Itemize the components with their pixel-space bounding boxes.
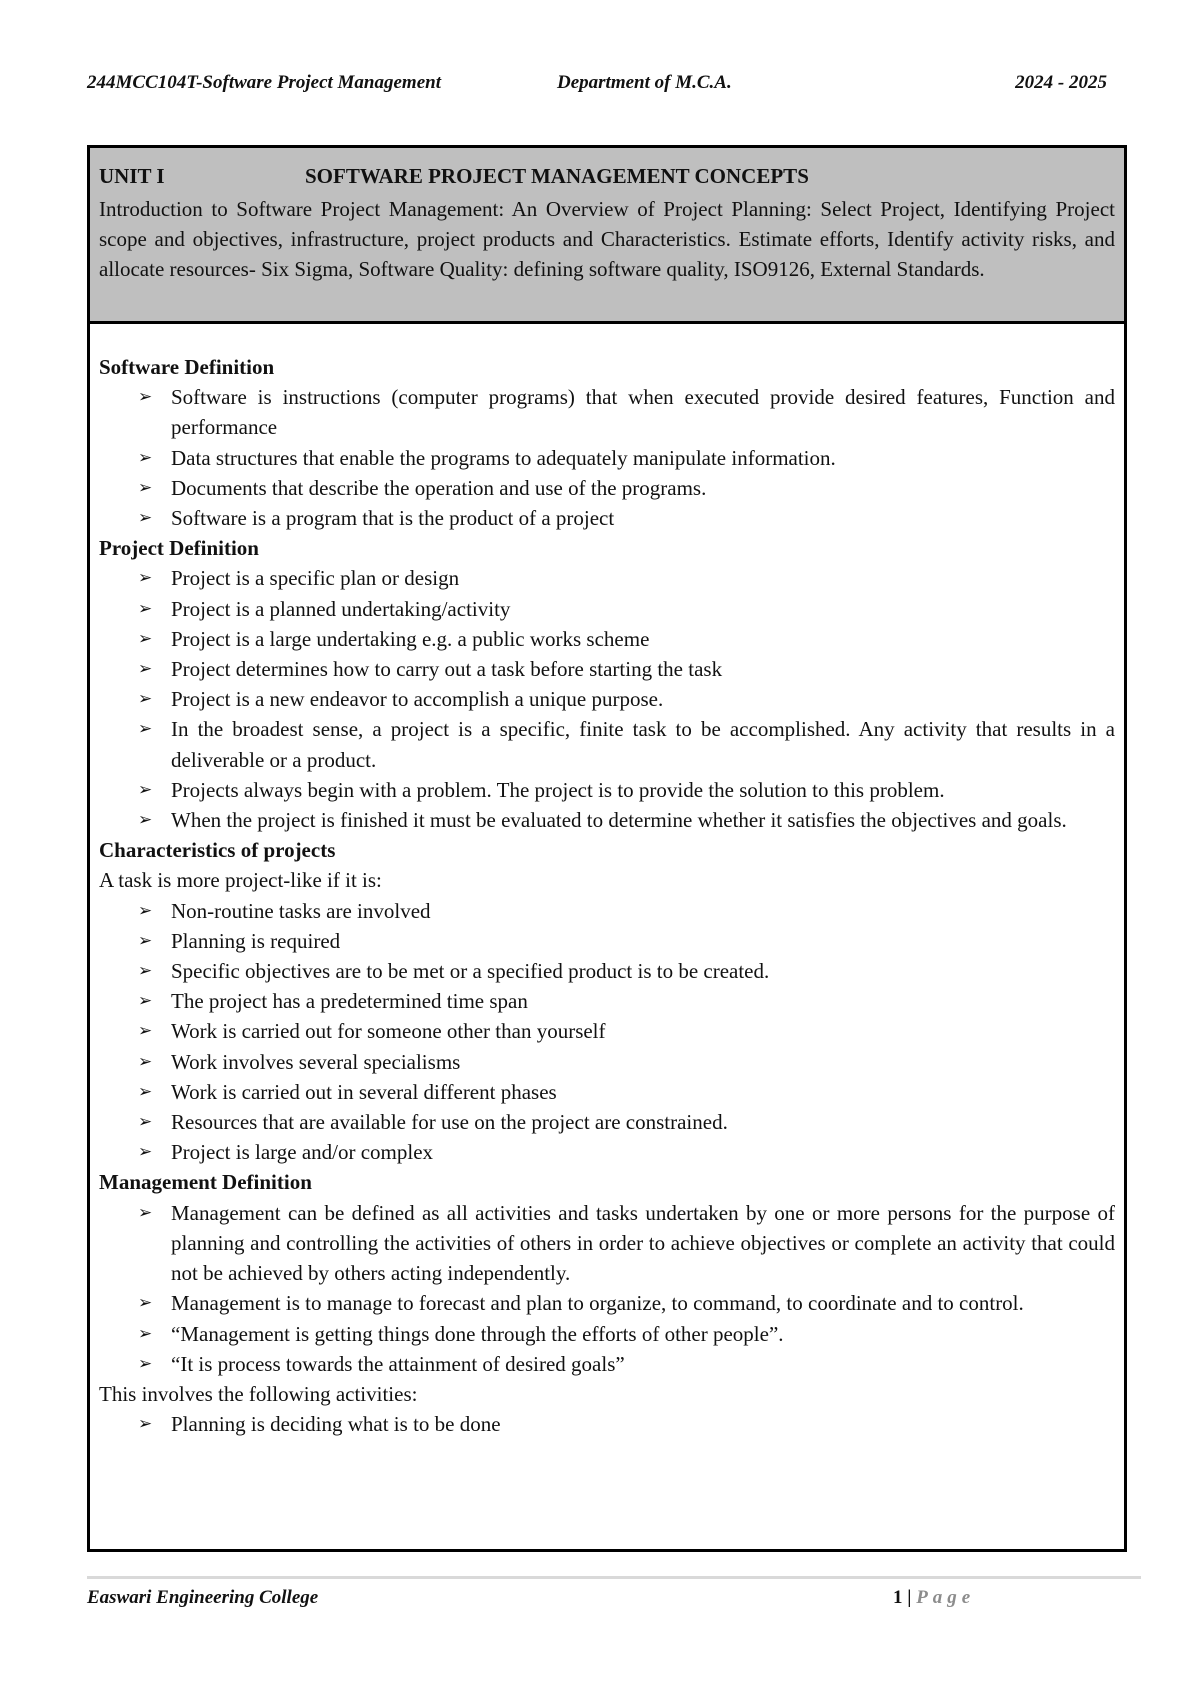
arrow-bullet-icon: ➢ [138,961,153,981]
bullet-text: When the project is finished it must be evaluated to determine whether it satisfies the objectives and goals. [171,808,1067,833]
college-name: Easwari Engineering College [87,1587,319,1608]
bullet-item [138,714,1115,774]
arrow-bullet-icon: ➢ [138,1353,153,1373]
bullet-item [138,1137,1115,1167]
arrow-bullet-icon: ➢ [138,779,153,799]
page-number: 1 [893,1587,903,1608]
unit-syllabus-summary: Introduction to Software Project Management: An Overview of Project Planning: Select Project, Identifying Project scope and objectives, infrastructure, project products and Characteristics. Estimate efforts, Identify activity risks, and allocate resources- Six Sigma, Software Quality: defining software quality, ISO9126, External Standards. [99,197,1115,281]
arrow-bullet-icon: ➢ [138,1021,153,1041]
bullet-text: In the broadest sense, a project is a specific, finite task to be accomplished. Any activity that results in a deliverable or a product. [171,717,1115,772]
bullet-item [138,563,1115,593]
bullet-text: Software is a program that is the product of a project [171,506,615,531]
arrow-bullet-icon: ➢ [138,387,153,407]
arrow-bullet-icon: ➢ [138,1202,153,1222]
bullet-text: Specific objectives are to be met or a specified product is to be created. [171,959,770,984]
bullet-text: Management is to manage to forecast and plan to organize, to command, to coordinate and to control. [171,1291,1024,1316]
arrow-bullet-icon: ➢ [138,477,153,497]
bullet-text: Projects always begin with a problem. The project is to provide the solution to this problem. [171,777,945,802]
bullet-item [138,1047,1115,1077]
bullet-item [138,1016,1115,1046]
bullet-list [99,896,1115,1168]
arrow-bullet-icon: ➢ [138,447,153,467]
arrow-bullet-icon: ➢ [138,659,153,679]
bullet-item [138,594,1115,624]
section-intro: This involves the following activities: [99,1381,418,1406]
unit-content-box [87,145,1127,1552]
bullet-item [138,473,1115,503]
arrow-bullet-icon: ➢ [138,991,153,1011]
unit-body [90,324,1124,1439]
arrow-bullet-icon: ➢ [138,1414,153,1434]
bullet-item [138,1288,1115,1318]
bullet-item [138,986,1115,1016]
section-heading: Management Definition [99,1170,312,1195]
bullet-text: Project is large and/or complex [171,1140,434,1165]
bullet-text: Work is carried out for someone other than yourself [171,1019,606,1044]
bullet-list [99,1198,1115,1379]
arrow-bullet-icon: ➢ [138,508,153,528]
bullet-text: Project is a planned undertaking/activity [171,596,511,621]
arrow-bullet-icon: ➢ [138,689,153,709]
arrow-bullet-icon: ➢ [138,719,153,739]
bullet-text: Resources that are available for use on the project are constrained. [171,1110,728,1135]
bullet-list [99,563,1115,835]
bullet-text: Documents that describe the operation and use of the programs. [171,475,707,500]
bullet-item [138,896,1115,926]
bullet-text: Project is a new endeavor to accomplish a unique purpose. [171,687,664,712]
page-header [87,72,1107,102]
arrow-bullet-icon: ➢ [138,1112,153,1132]
bullet-item [138,654,1115,684]
arrow-bullet-icon: ➢ [138,1293,153,1313]
bullet-item [138,624,1115,654]
bullet-text: “Management is getting things done through the efforts of other people”. [171,1321,784,1346]
page-footer [87,1576,1141,1619]
bullet-item [138,1349,1115,1379]
bullet-item [138,503,1115,533]
bullet-list [99,382,1115,533]
bullet-item [138,684,1115,714]
bullet-item [138,926,1115,956]
arrow-bullet-icon: ➢ [138,1142,153,1162]
arrow-bullet-icon: ➢ [138,568,153,588]
bullet-text: The project has a predetermined time span [171,989,528,1014]
arrow-bullet-icon: ➢ [138,930,153,950]
bullet-text: Software is instructions (computer programs) that when executed provide desired features, Function and performance [171,385,1115,440]
bullet-text: Project is a large undertaking e.g. a public works scheme [171,626,650,651]
bullet-item [138,1319,1115,1349]
bullet-text: Data structures that enable the programs to adequately manipulate information. [171,445,836,470]
course-code-title: 244MCC104T-Software Project Management [87,72,441,93]
arrow-bullet-icon: ➢ [138,1323,153,1343]
bullet-item [138,1107,1115,1137]
bullet-item [138,805,1115,835]
department-name: Department of M.C.A. [557,72,732,93]
arrow-bullet-icon: ➢ [138,1081,153,1101]
bullet-text: Project is a specific plan or design [171,566,460,591]
unit-number: UNIT I [99,164,165,188]
arrow-bullet-icon: ➢ [138,1051,153,1071]
arrow-bullet-icon: ➢ [138,900,153,920]
arrow-bullet-icon: ➢ [138,598,153,618]
unit-title-row [99,162,1115,192]
page-number-label [893,1587,975,1609]
section-intro: A task is more project-like if it is: [99,868,382,893]
bullet-item [138,775,1115,805]
section-heading: Software Definition [99,355,275,379]
bullet-text: Non-routine tasks are involved [171,898,431,923]
bullet-list [99,1409,1115,1439]
unit-header [90,148,1124,324]
bullet-item [138,1077,1115,1107]
section-heading: Characteristics of projects [99,838,336,863]
bullet-text: Planning is required [171,928,341,953]
bullet-text: Planning is deciding what is to be done [171,1412,501,1437]
unit-title: SOFTWARE PROJECT MANAGEMENT CONCEPTS [305,164,809,188]
bullet-item [138,1198,1115,1289]
section-heading: Project Definition [99,536,259,561]
page-separator: | [907,1587,912,1608]
bullet-text: Work involves several specialisms [171,1049,461,1074]
page-word: Page [916,1587,976,1608]
bullet-item [138,1409,1115,1439]
bullet-text: Work is carried out in several different phases [171,1079,557,1104]
bullet-item [138,443,1115,473]
arrow-bullet-icon: ➢ [138,810,153,830]
bullet-text: “It is process towards the attainment of desired goals” [171,1351,625,1376]
academic-year: 2024 - 2025 [1015,72,1107,93]
arrow-bullet-icon: ➢ [138,628,153,648]
bullet-text: Project determines how to carry out a task before starting the task [171,657,723,682]
bullet-item [138,956,1115,986]
bullet-item [138,382,1115,442]
bullet-text: Management can be defined as all activities and tasks undertaken by one or more persons for the purpose of planning and controlling the activities of others in order to achieve objectives or complete an activity that could not be achieved by others acting independently. [171,1200,1115,1286]
